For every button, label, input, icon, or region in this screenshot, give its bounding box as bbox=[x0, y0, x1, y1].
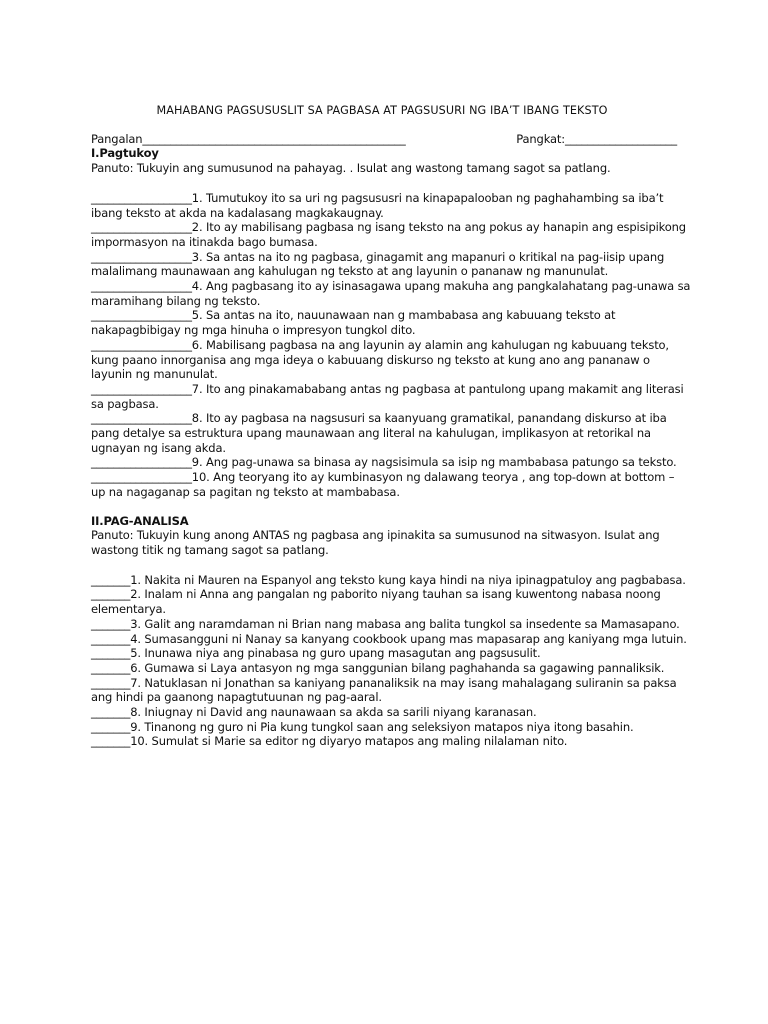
group-field: Pangkat:____________________ bbox=[516, 131, 677, 146]
list-item: _______3. Galit ang naramdaman ni Brian nang mabasa ang balita tungkol sa insedente sa Mamasapano. bbox=[91, 616, 680, 631]
list-item: _______2. Inalam ni Anna ang pangalan ng paborito niyang tauhan sa isang kuwentong nabasa noong elementarya. bbox=[91, 587, 661, 617]
worksheet-page bbox=[91, 104, 691, 749]
list-item: __________________6. Mabilisang pagbasa na ang layunin ay alamin ang kahulugan ng kabuuang teksto, kung paano innorganisa ang mga ideya o kabuuang diskurso ng teksto at kung ano ang pananaw o layunin ng manunulat. bbox=[91, 337, 669, 382]
list-item: __________________3. Sa antas na ito ng pagbasa, ginagamit ang mapanuri o kritikal na pag-iisip upang malalimang maunawaan ang kahulugan ng teksto at ang layunin o pananaw ng manunulat. bbox=[91, 249, 665, 279]
spacer bbox=[91, 500, 691, 514]
section2-instructions: Panuto: Tukuyin kung anong ANTAS ng pagbasa ang ipinakita sa sumusunod na sitwasyon. Isulat ang wastong titik ng tamang sagot sa patlang. bbox=[91, 528, 660, 557]
section1-instructions: Panuto: Tukuyin ang sumusunod na pahayag. . Isulat ang wastong tamang sagot sa patlang. bbox=[91, 161, 611, 176]
spacer bbox=[91, 558, 691, 573]
list-item: _______9. Tinanong ng guro ni Pia kung tungkol saan ang seleksiyon matapos niya itong basahin. bbox=[91, 719, 634, 734]
list-item: _______1. Nakita ni Mauren na Espanyol ang teksto kung kaya hindi na niya ipinagpatuloy ang pagbabasa. bbox=[91, 572, 686, 587]
list-item: __________________2. Ito ay mabilisang pagbasa ng isang teksto na ang pokus ay hanapin ang espisipikong impormasyon na itinakda bago bumasa. bbox=[91, 220, 686, 249]
list-item: _______5. Inunawa niya ang pinabasa ng guro upang masagutan ang pagsusulit. bbox=[91, 646, 541, 661]
list-item: _______7. Natuklasan ni Jonathan sa kaniyang pananaliksik na may isang mahalagang suliranin sa paksa ang hindi pa gaanong napagtutuunan ng pag-aaral. bbox=[91, 675, 677, 705]
list-item: _______6. Gumawa si Laya antasyon ng mga sanggunian bilang paghahanda sa gagawing pannaliksik. bbox=[91, 660, 665, 675]
list-item: _______10. Sumulat si Marie sa editor ng diyaryo matapos ang maling nilalaman nito. bbox=[91, 734, 568, 749]
list-item: __________________4. Ang pagbasang ito ay isinasagawa upang makuha ang pangkalahatang pag-unawa sa maramihang bilang ng teksto. bbox=[91, 279, 691, 308]
list-item: __________________1. Tumutukoy ito sa uri ng pagsususri na kinapapalooban ng paghahambing sa iba’t ibang teksto at akda na kadalasang magkakaugnay. bbox=[91, 190, 664, 220]
list-item: __________________8. Ito ay pagbasa na nagsusuri sa kaanyuang gramatikal, panandang diskurso at iba pang detalye sa estruktura upang maunawaan ang literal na kahulugan, implikasyon at retorikal na ugnayan ng isang akda. bbox=[91, 411, 667, 455]
spacer bbox=[91, 176, 691, 191]
list-item: __________________5. Sa antas na ito, nauunawaan nan g mambabasa ang kabuuang teksto at nakapagbibigay ng mga hinuha o impresyon tungkol dito. bbox=[91, 308, 616, 338]
section1-items bbox=[91, 191, 691, 500]
list-item: __________________9. Ang pag-unawa sa binasa ay nagsisimula sa isip ng mambabasa patungo sa teksto. bbox=[91, 455, 677, 470]
section2-items bbox=[91, 573, 691, 749]
list-item: _______4. Sumasangguni ni Nanay sa kanyang cookbook upang mas mapasarap ang kaniyang mga lutuin. bbox=[91, 631, 687, 646]
name-group-row bbox=[91, 132, 691, 147]
list-item: _______8. Iniugnay ni David ang naunawaan sa akda sa sarili niyang karanasan. bbox=[91, 705, 537, 720]
list-item: __________________7. Ito ang pinakamababang antas ng pagbasa at pantulong upang makamit ang literasi sa pagbasa. bbox=[91, 381, 684, 411]
name-field: Pangalan_______________________________________________ bbox=[91, 131, 406, 146]
section1-heading: I.Pagtukoy bbox=[91, 146, 159, 161]
section2-heading: II.PAG-ANALISA bbox=[91, 513, 189, 528]
document-title: MAHABANG PAGSUSUSLIT SA PAGBASA AT PAGSUSURI NG IBA’T IBANG TEKSTO bbox=[156, 104, 608, 117]
list-item: __________________10. Ang teoryang ito ay kumbinasyon ng dalawang teorya , ang top-down at bottom – up na nagaganap sa pagitan ng teksto at mambabasa. bbox=[91, 470, 675, 499]
